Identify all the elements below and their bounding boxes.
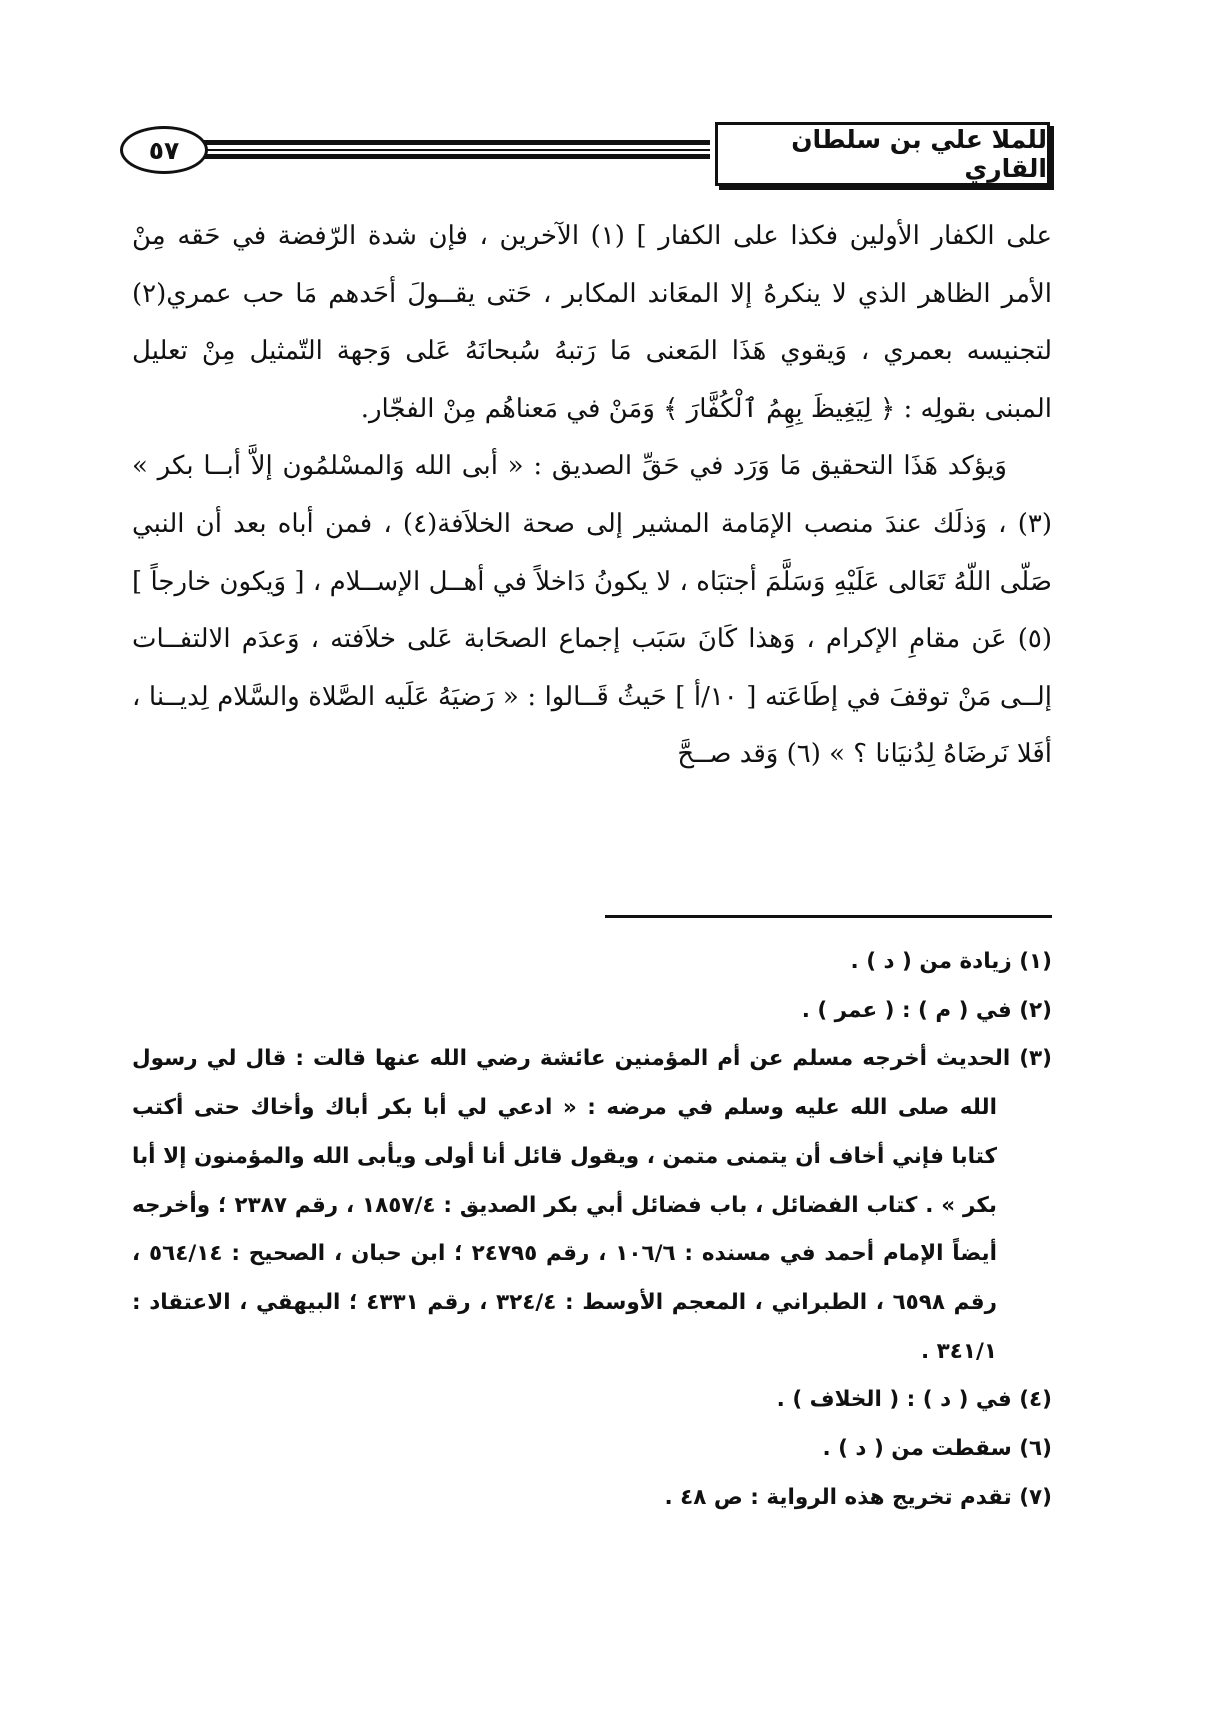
body-paragraph-2: وَيؤكد هَذَا التحقيق مَا وَرَد في حَقِّ الصديق : « أبى الله وَالمسْلمُون إلاَّ أبــا بكر » (٣) ، وَذلَك عندَ منصب الإمَامة المشير إلى صحة الخلاَفة(٤) ، فمن أباه بعد أن النبي صَلّى اللّهُ تَعَالى عَلَيْهِ وَسَلَّمَ أجتبَاه ، لا يكونُ دَاخلاً في أهــل الإســلام ، [ وَيكون خارجاً ] (٥) عَن مقامِ الإكرام ، وَهذا كَانَ سَبَب إجماع الصحَابة عَلى خلاَفته ، وَعدَم الالتفــات إلــى مَنْ توقفَ في إطَاعَته [ ١٠/أ ] حَيثُ قَــالوا : « رَضيَهُ عَلَيه الصَّلاة والسَّلام لِديــنا ، أفَلا نَرضَاهُ لِدُنيَانا ؟ » (٦) وَقد صــحَّ xyxy=(132,451,1053,770)
header-rule-line xyxy=(200,140,710,145)
footnote-1: (١) زيادة من ( د ) . xyxy=(850,949,1052,974)
footnote-2: (٢) في ( م ) : ( عمر ) . xyxy=(801,997,1052,1023)
page-header xyxy=(120,112,1050,194)
footnote-3: (٣) الحديث أخرجه مسلم عن أم المؤمنين عائشة رضي الله عنها قالت : قال لي رسول الله صلى الله عليه وسلم في مرضه : « ادعي لي أبا بكر أباك وأخاك حتى أكتب كتابا فإني أخاف أن يتمنى متمن ، ويقول قائل أنا أولى ويأبى الله والمؤمنون إلا أبا بكر » . كتاب الفضائل ، باب فضائل أبي بكر الصديق : ١٨٥٧/٤ ، رقم ٢٣٨٧ ؛ وأخرجه أيضاً الإمام أحمد في مسنده : ١٠٦/٦ ، رقم ٢٤٧٩٥ ؛ ابن حبان ، الصحيح : ٥٦٤/١٤ ، رقم ٦٥٩٨ ، الطبراني ، المعجم الأوسط : ٣٢٤/٤ ، رقم ٤٣٣١ ؛ البيهقي ، الاعتقاد : ٣٤١/١ . xyxy=(132,1046,1052,1364)
footnote-4: (٤) في ( د ) : ( الخلاف ) . xyxy=(776,1387,1052,1413)
header-rule xyxy=(200,140,710,162)
header-rule-line xyxy=(200,154,710,159)
footnote-6: (٦) سقطت من ( د ) . xyxy=(822,1436,1052,1462)
page-number: ٥٧ xyxy=(120,126,208,174)
main-text xyxy=(132,208,1052,784)
footnote-7: (٧) تقدم تخريج هذه الرواية : ص ٤٨ . xyxy=(664,1484,1052,1510)
header-rule-line xyxy=(200,149,710,151)
running-title: للملا علي بن سلطان القاري xyxy=(715,122,1050,186)
footnotes xyxy=(132,938,1052,1522)
body-paragraph-1: على الكفار الأولين فكذا على الكفار ] (١) الآخرين ، فإن شدة الرّفضة في حَقه مِنْ الأمر الظاهر الذي لا ينكرهُ إلا المعَاند المكابر ، حَتى يقــولَ أحَدهم مَا حب عمري(٢) لتجنيسه بعمري ، وَيقوي هَذَا المَعنى مَا رَتبهُ سُبحانَهُ عَلى وَجهة التّمثيل مِنْ تعليل المبنى بقولِه : ﴿ لِيَغِيظَ بِهِمُ ٱلْكُفَّارَ ﴾ وَمَنْ في مَعناهُم مِنْ الفجّار. xyxy=(132,221,1052,424)
footnote-separator xyxy=(605,915,1052,918)
